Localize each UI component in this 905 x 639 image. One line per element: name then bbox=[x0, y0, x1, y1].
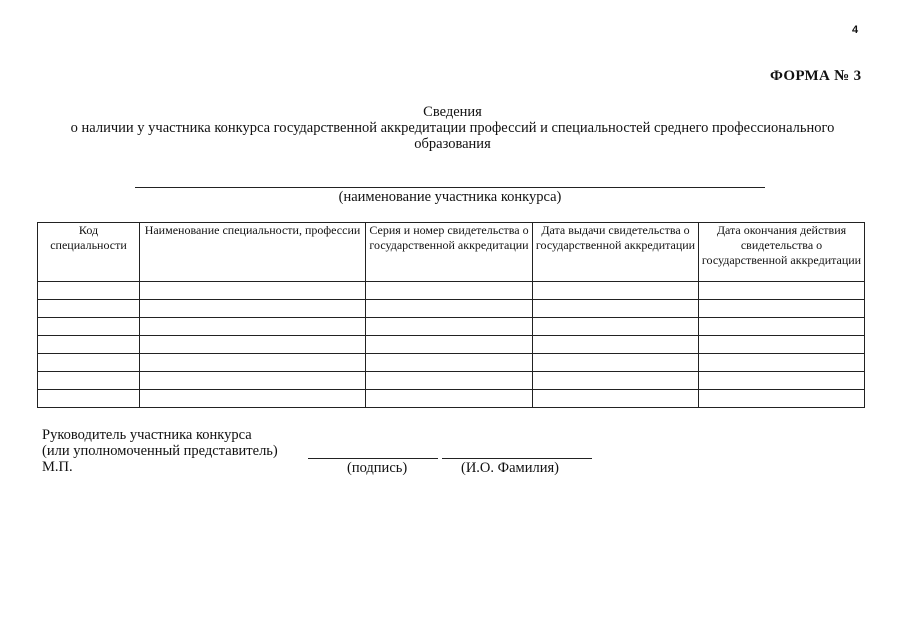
signatory-line-2: (или уполномоченный представитель) bbox=[42, 443, 278, 459]
table-cell bbox=[699, 300, 865, 318]
table-cell bbox=[38, 354, 140, 372]
signature-caption: (подпись) bbox=[347, 460, 408, 476]
table-cell bbox=[366, 300, 533, 318]
table-cell bbox=[38, 300, 140, 318]
participant-name-line bbox=[135, 187, 765, 188]
header-certificate-number: Серия и номер свидетельства о государственной аккредитации bbox=[366, 223, 533, 282]
stamp-label: М.П. bbox=[42, 459, 73, 475]
table-cell bbox=[533, 300, 699, 318]
signatory-block bbox=[42, 427, 278, 475]
document-title bbox=[30, 104, 875, 152]
table-cell bbox=[38, 282, 140, 300]
header-specialty-name: Наименование специальности, профессии bbox=[140, 223, 366, 282]
table-cell bbox=[533, 372, 699, 390]
table-row bbox=[38, 336, 865, 354]
header-issue-date: Дата выдачи свидетельства о государственной аккредитации bbox=[533, 223, 699, 282]
participant-name-caption: (наименование участника конкурса) bbox=[338, 189, 562, 205]
table-cell bbox=[699, 282, 865, 300]
table-cell bbox=[366, 318, 533, 336]
table-cell bbox=[38, 336, 140, 354]
table-cell bbox=[140, 300, 366, 318]
table-cell bbox=[533, 336, 699, 354]
table-row bbox=[38, 282, 865, 300]
signatory-line-1: Руководитель участника конкурса bbox=[42, 427, 252, 443]
table-cell bbox=[699, 372, 865, 390]
table-cell bbox=[140, 354, 366, 372]
table-row bbox=[38, 300, 865, 318]
accreditation-table bbox=[37, 222, 865, 408]
table-cell bbox=[366, 336, 533, 354]
title-line-2: о наличии у участника конкурса государственной аккредитации профессий и специальностей среднего профессионального bbox=[70, 120, 835, 136]
table-cell bbox=[366, 390, 533, 408]
signature-line bbox=[308, 458, 438, 459]
table-cell bbox=[699, 354, 865, 372]
header-expiry-date: Дата окончания действия свидетельства о государственной аккредитации bbox=[699, 223, 865, 282]
table-cell bbox=[366, 282, 533, 300]
page-number: 4 bbox=[852, 24, 859, 36]
table-cell bbox=[38, 390, 140, 408]
table-cell bbox=[140, 282, 366, 300]
full-name-line bbox=[442, 458, 592, 459]
table-row bbox=[38, 390, 865, 408]
table-row bbox=[38, 372, 865, 390]
table-cell bbox=[140, 372, 366, 390]
table-cell bbox=[366, 372, 533, 390]
form-number: ФОРМА № 3 bbox=[770, 68, 862, 84]
table-cell bbox=[699, 318, 865, 336]
table-cell bbox=[533, 318, 699, 336]
table-row bbox=[38, 318, 865, 336]
table-cell bbox=[140, 336, 366, 354]
table-cell bbox=[533, 282, 699, 300]
table-cell bbox=[699, 390, 865, 408]
header-code: Код специальности bbox=[38, 223, 140, 282]
table-cell bbox=[140, 318, 366, 336]
table-cell bbox=[533, 390, 699, 408]
table-cell bbox=[38, 318, 140, 336]
table-cell bbox=[140, 390, 366, 408]
full-name-caption: (И.О. Фамилия) bbox=[461, 460, 559, 476]
table-row bbox=[38, 354, 865, 372]
table-cell bbox=[38, 372, 140, 390]
table-header-row bbox=[38, 223, 865, 282]
table-cell bbox=[533, 354, 699, 372]
table-cell bbox=[699, 336, 865, 354]
title-line-3: образования bbox=[414, 136, 491, 152]
table-cell bbox=[366, 354, 533, 372]
title-line-1: Сведения bbox=[423, 104, 482, 120]
